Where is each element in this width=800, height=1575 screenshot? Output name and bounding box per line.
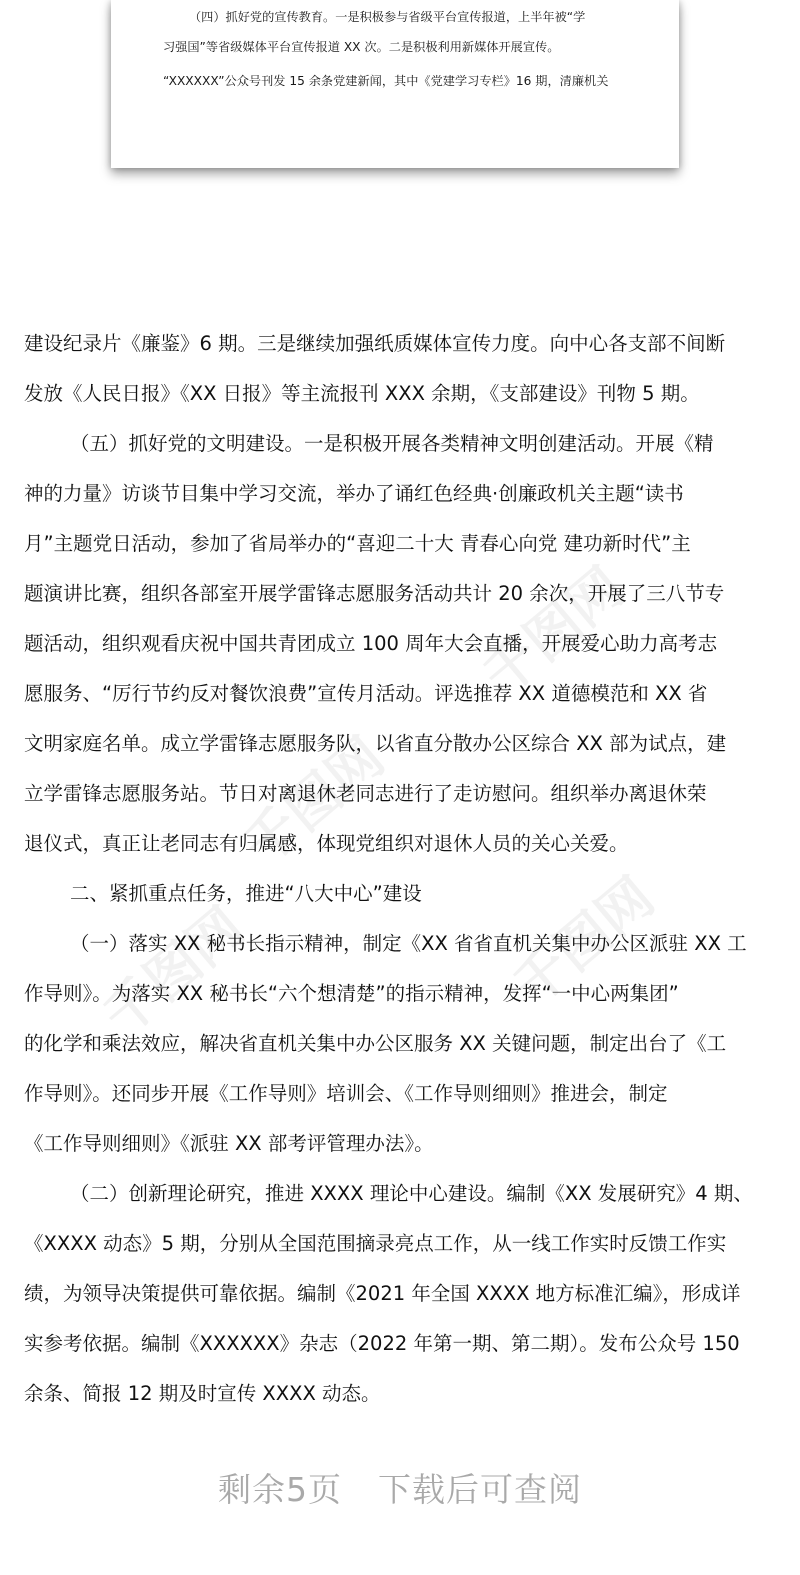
watermark: 千图网 [231,725,396,878]
section-heading: 二、紧抓重点任务，推进“八大中心”建设 [70,882,422,905]
paragraph-line: 立学雷锋志愿服务站。节日对离退休老同志进行了走访慰问。组织举办离退休荣 [24,782,707,805]
preview-line: （四）抓好党的宣传教育。一是积极参与省级平台宣传报道，上半年被“学 [189,10,586,24]
paragraph-line: 题活动，组织观看庆祝中国共青团成立 100 周年大会直播，开展爱心助力高考志 [24,632,718,655]
paragraph-line: 月”主题党日活动，参加了省局举办的“喜迎二十大 青春心向党 建功新时代”主 [24,532,691,555]
preview-line: “XXXXXX”公众号刊发 15 余条党建新闻，其中《党建学习专栏》16 期，清廉机关 [163,74,609,88]
paragraph-line: 《XXXX 动态》5 期，分别从全国范围摘录亮点工作，从一线工作实时反馈工作实 [24,1232,727,1255]
paragraph-line: 退仪式，真正让老同志有归属感，体现党组织对退休人员的关心关爱。 [24,832,629,855]
paragraph-line: 神的力量》访谈节目集中学习交流，举办了诵红色经典·创廉政机关主题“读书 [24,482,684,505]
paragraph-line: 愿服务、“厉行节约反对餐饮浪费”宣传月活动。评选推荐 XX 道德模范和 XX 省 [24,682,708,705]
page-preview-card [111,0,679,168]
download-prompt[interactable] [0,1465,800,1515]
paragraph-line: 实参考依据。编制《XXXXXX》杂志（2022 年第一期、第二期）。发布公众号 150 [24,1332,740,1355]
paragraph-line: 建设纪录片《廉鉴》6 期。三是继续加强纸质媒体宣传力度。向中心各支部不间断 [24,332,726,355]
paragraph-line: 的化学和乘法效应，解决省直机关集中办公区服务 XX 关键问题，制定出台了《工 [24,1032,727,1055]
paragraph-line: （五）抓好党的文明建设。一是积极开展各类精神文明创建活动。开展《精 [70,432,714,455]
watermark: 千图网 [501,865,666,1018]
paragraph-line: 作导则》。为落实 XX 秘书长“六个想清楚”的指示精神，发挥“一中心两集团” [24,982,679,1005]
paragraph-line: 文明家庭名单。成立学雷锋志愿服务队，以省直分散办公区综合 XX 部为试点，建 [24,732,727,755]
paragraph-line: 发放《人民日报》《XX 日报》等主流报刊 XXX 余期，《支部建设》刊物 5 期。 [24,382,700,405]
paragraph-line: 《工作导则细则》《派驻 XX 部考评管理办法》。 [24,1132,434,1155]
paragraph-line: 作导则》。还同步开展《工作导则》培训会、《工作导则细则》推进会，制定 [24,1082,668,1105]
watermark: 千图网 [471,555,636,708]
preview-line: 习强国”等省级媒体平台宣传报道 XX 次。二是积极利用新媒体开展宣传。 [163,40,560,54]
document-body [24,319,776,1419]
download-to-view-label: 下载后可查阅 [378,1470,582,1509]
paragraph-line: （二）创新理论研究，推进 XXXX 理论中心建设。编制《XX 发展研究》4 期、 [70,1182,753,1205]
paragraph-line: （一）落实 XX 秘书长指示精神，制定《XX 省省直机关集中办公区派驻 XX 工 [70,932,747,955]
paragraph-line: 绩，为领导决策提供可靠依据。编制《2021 年全国 XXXX 地方标准汇编》，形成详 [24,1282,741,1305]
paragraph-line: 题演讲比赛，组织各部室开展学雷锋志愿服务活动共计 20 余次，开展了三八节专 [24,582,725,605]
watermark: 千图网 [91,895,256,1048]
remaining-pages-label: 剩余5页 [218,1470,342,1509]
paragraph-line: 余条、简报 12 期及时宣传 XXXX 动态。 [24,1382,381,1405]
